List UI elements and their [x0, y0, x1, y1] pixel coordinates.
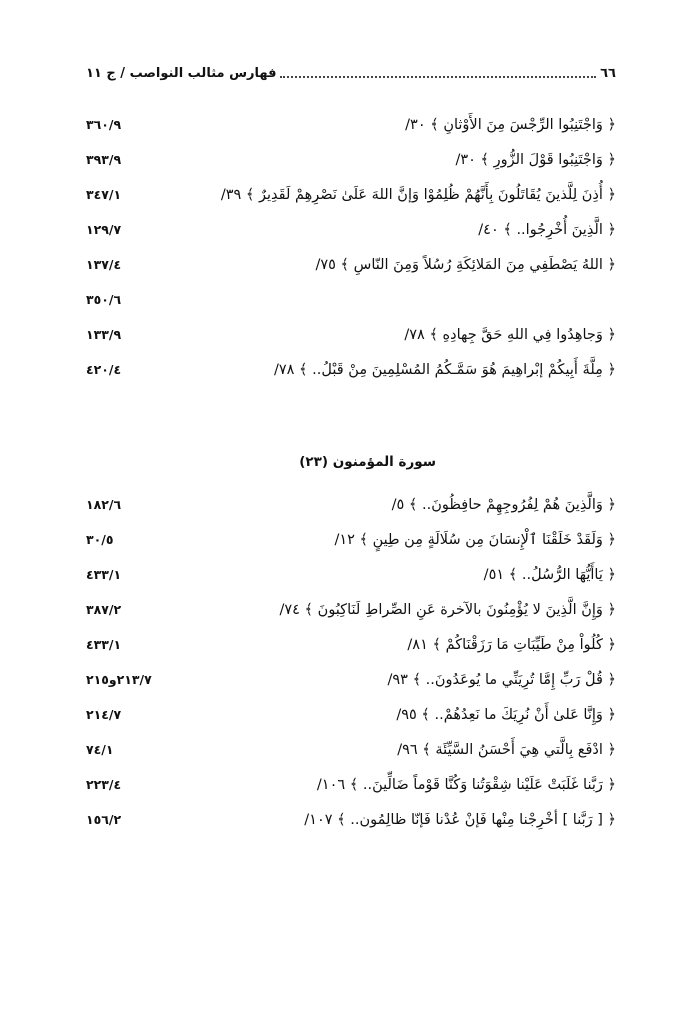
leader-dots: [280, 76, 596, 78]
page-reference: ٢١٤/٧: [86, 707, 122, 722]
page-number: ٦٦: [600, 65, 616, 81]
running-header: [86, 60, 616, 86]
page-reference: ٤٣٣/١: [86, 567, 122, 582]
page-reference: ١٣٣/٩: [86, 327, 122, 342]
page-reference: ٣٠/٥: [86, 532, 114, 547]
page-reference: ٣٥٠/٦: [86, 292, 122, 307]
verse-text: ﴿ ادْفَع بِالَّتي هِيَ أَحْسَنُ السَّيِّئَة ﴾ ٩٦/: [397, 741, 616, 758]
verse-text: ﴿ وَإِنَّا عَلىٰ أَنْ نُرِيَكَ ما نَعِدُهُمْ.. ﴾ ٩٥/: [396, 706, 616, 723]
verse-text: ﴿ يَاأَيُّهَا الرُّسُلُ.. ﴾ ٥١/: [483, 566, 616, 583]
verse-text: ﴿ الَّذِينَ أُخْرِجُوا.. ﴾ ٤٠/: [478, 221, 616, 238]
section-title: سورة المؤمنون (٢٣): [299, 454, 436, 470]
verse-text: ﴿ قُلْ رَبِّ إِمَّا تُرِيَنِّي ما يُوعَدُونَ.. ﴾ ٩٣/: [387, 671, 616, 688]
index-entry: [86, 107, 616, 142]
index-entry: [86, 282, 616, 317]
page-reference: ٢١٣/٧و٢١٥: [86, 672, 152, 687]
index-entry: [86, 627, 616, 662]
verse-text: ﴿ وَجاهِدُوا فِي اللهِ حَقَّ جِهادِهِ ﴾ ٧٨/: [404, 326, 616, 343]
index-entry: [86, 142, 616, 177]
verse-group-2: [86, 487, 616, 837]
page-reference: ٢٢٣/٤: [86, 777, 122, 792]
page-reference: ١٢٩/٧: [86, 222, 122, 237]
verse-text: ﴿ وَالَّذِينَ هُمْ لِفُرُوجِهِمْ حافِظُونَ.. ﴾ ٥/: [391, 496, 616, 513]
index-entry: [86, 522, 616, 557]
verse-text: ﴿ وَإِنَّ الَّذِينَ لا يُؤْمِنُونَ بالآخرة عَنِ الصِّراطِ لَنَاكِبُونَ ﴾ ٧٤/: [279, 601, 616, 618]
verse-text: ﴿ مِلَّةَ أَبِيكُمْ إبْراهِيمَ هُوَ سَمَّـكُمُ المُسْلِمِينَ مِنْ قَبْلُ.. ﴾ ٧٨/: [273, 361, 616, 378]
verse-text: ﴿ وَاجْتَنِبُوا الرِّجْسَ مِنَ الأَوْثانِ ﴾ ٣٠/: [405, 116, 616, 133]
index-entry: [86, 767, 616, 802]
verse-text: ﴿ وَلَقَدْ خَلَقْنَا ٱلْإِنسَانَ مِن سُلَالَةٍ مِن طِينٍ ﴾ ١٢/: [334, 531, 616, 548]
page-reference: ٤٣٣/١: [86, 637, 122, 652]
page-reference: ٧٤/١: [86, 742, 114, 757]
index-entry: [86, 487, 616, 522]
page-reference: ١٣٧/٤: [86, 257, 122, 272]
index-entry: [86, 212, 616, 247]
index-entry: [86, 557, 616, 592]
verse-group-1: [86, 107, 616, 387]
index-entry: [86, 177, 616, 212]
verse-text: ﴿ [ رَبَّنا ] أخْرِجْنا مِنْها فَإنْ عُدْنا فَإنّا ظالِمُون.. ﴾ ١٠٧/: [304, 811, 616, 828]
page-reference: ٣٦٠/٩: [86, 117, 122, 132]
index-entry: [86, 662, 616, 697]
index-entry: [86, 592, 616, 627]
index-entry: [86, 317, 616, 352]
page-reference: ١٥٦/٢: [86, 812, 122, 827]
verse-text: ﴿ وَاجْتَنِبُوا قَوْلَ الزُّورِ ﴾ ٣٠/: [455, 151, 616, 168]
index-entry: [86, 247, 616, 282]
page-reference: ٤٢٠/٤: [86, 362, 122, 377]
page-reference: ٣٩٣/٩: [86, 152, 122, 167]
verse-text: ﴿ أُذِنَ لِلَّذينَ يُقَاتَلُونَ بِأَنَّهُمْ ظُلِمُوْا وَإنَّ اللهَ عَلَىٰ نَصْرِهِمْ لَقَدِيرٌ ﴾ ٣٩/: [220, 186, 616, 203]
verse-text: ﴿ اللهُ يَصْطَفِي مِنَ المَلائِكَةِ رُسُلاً وَمِنَ النّاسِ ﴾ ٧٥/: [315, 256, 616, 273]
index-entry: [86, 802, 616, 837]
verse-text: ﴿ رَبَّنا غَلَبَتْ عَلَيْنا شِقْوَتُنا وَكُنَّا قَوْماً ضَالِّينَ.. ﴾ ١٠٦/: [316, 776, 616, 793]
page-reference: ١٨٢/٦: [86, 497, 122, 512]
index-list: [86, 107, 616, 837]
page-reference: ٣٤٧/١: [86, 187, 122, 202]
header-title: فهارس مثالب النواصب / ج ١١: [86, 65, 277, 81]
verse-text: ﴿ كُلُواْ مِنْ طَيِّبَاتِ مَا رَزَقْنَاكُمْ ﴾ ٨١/: [407, 636, 616, 653]
page-reference: ٣٨٧/٢: [86, 602, 122, 617]
index-entry: [86, 352, 616, 387]
index-entry: [86, 732, 616, 767]
index-entry: [86, 697, 616, 732]
